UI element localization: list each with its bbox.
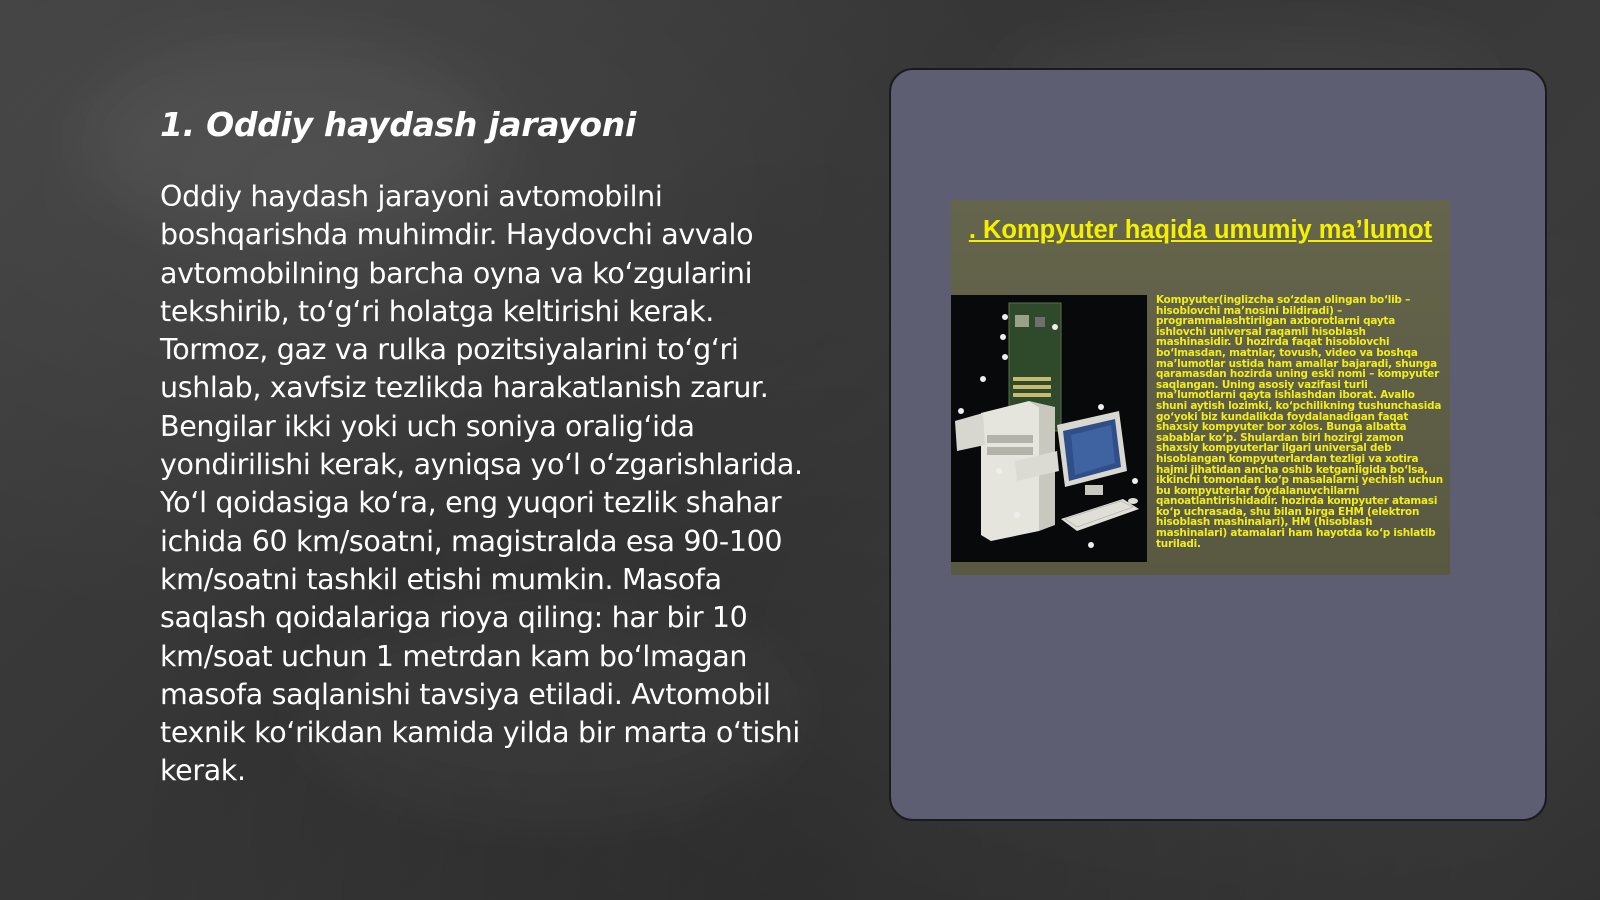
text-column [160, 105, 820, 791]
embedded-slide-text: Kompyuter(inglizcha so‘zdan olingan bo‘lib – hisoblovchi ma’nosini bildiradi) – programmalashtirilgan axborotlarni qayta ishlovchi universal raqamli hisoblash mashinasidir. U hozirda faqat hisoblovchi bo‘lmasdan, matnlar, tovush, video va boshqa ma’lumotlar ustida ham amallar bajaradi, shunga qaramasdan hozirda uning eski nomi – kompyuter saqlangan. Uning asosiy vazifasi turli ma’lumotlarni qayta ishlashdan iborat. Avallo shuni aytish lozimki, ko‘pchilikning tushunchasida go‘yoki biz kundalikda foydalanadigan faqat shaxsiy kompyuter bor xolos. Bunga albatta sabablar ko‘p. Shulardan biri hozirgi zamon shaxsiy kompyuterlar ilgari universal deb hisoblangan kompyuterlardan tezligi va xotira hajmi jihatidan ancha oshib ketganligida bo‘lsa, ikkinchi tomondan ko‘p masalalarni yechish uchun bu kompyuterlar foydalanuvchilarni qanoatlantirishidadir. hozirda kompyuter atamasi ko‘p uchrasada, shu bilan birga EHM (elektron hisoblash mashinalari), HM (hisoblash mashinalari) atamalari ham hayotda ko‘p ishlatib turiladi. [1156, 294, 1443, 550]
slide-body-text: Oddiy haydash jarayoni avtomobilni boshqarishda muhimdir. Haydovchi avvalo avtomobilning barcha oyna va ko‘zgularini tekshirib, to‘g‘ri holatga keltirishi kerak. Tormoz, gaz va rulka pozitsiyalarini to‘g‘ri ushlab, xavfsiz tezlikda harakatlanish zarur. Bengilar ikki yoki uch soniya oralig‘ida yondirilishi kerak, ayniqsa yo‘l o‘zgarishlarida. Yo‘l qoidasiga ko‘ra, eng yuqori tezlik shahar ichida 60 km/soatni, magistralda esa 90-100 km/soatni tashkil etishi mumkin. Masofa saqlash qoidalariga rioya qiling: har bir 10 km/soat uchun 1 metrdan kam bo‘lmagan masofa saqlanishi tavsiya etiladi. Avtomobil texnik ko‘rikdan kamida yilda bir marta o‘tishi kerak. [160, 180, 803, 788]
embedded-slide-image [951, 200, 1450, 575]
embedded-slide-title: . Kompyuter haqida umumiy ma’lumot [968, 216, 1433, 244]
computer-illustration-icon [951, 295, 1147, 562]
computer-parts-illustration [951, 295, 1147, 562]
slide-title: 1. Oddiy haydash jarayoni [160, 105, 636, 144]
